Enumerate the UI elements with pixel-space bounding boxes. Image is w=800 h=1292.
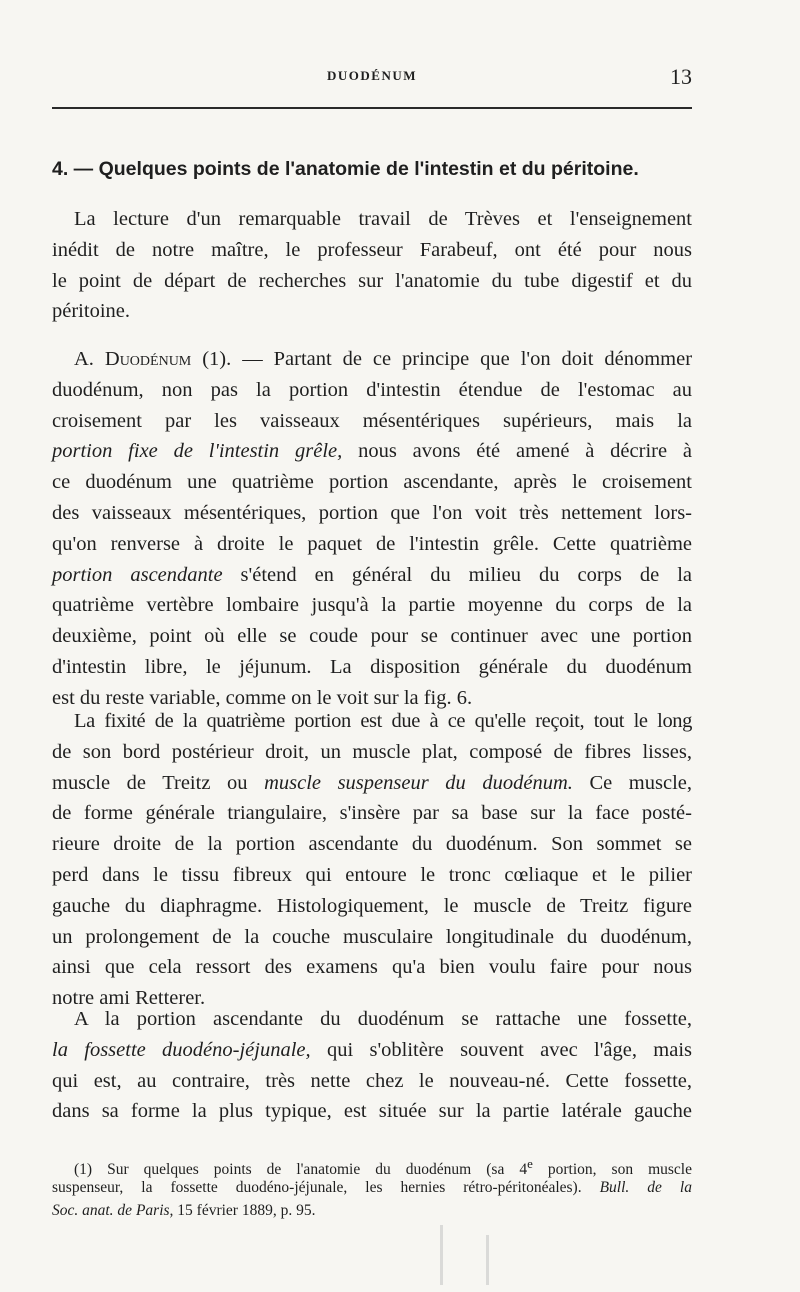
text-fragment: Ce muscle, <box>589 771 692 794</box>
text-line: qui est, au contraire, très nette chez le nouveau-né. Cette fossette, <box>52 1069 692 1092</box>
scan-mark <box>486 1235 489 1285</box>
term-duodenum: Duodénum <box>104 348 192 370</box>
text-fragment: s'étend en général du milieu du corps de la <box>240 563 692 586</box>
text-fragment: — Partant de ce principe que l'on doit dénommer <box>242 348 693 370</box>
intro-paragraph <box>52 204 692 327</box>
footnote-ref: (1). <box>202 348 232 370</box>
text-fragment: suspenseur, la fossette duodéno-jéjunale, les hernies rétro-péritonéales). <box>52 1178 582 1196</box>
text-line: ainsi que cela ressort des examens qu'a bien voulu faire pour nous <box>52 956 692 979</box>
text-line: quatrième vertèbre lombaire jusqu'à la partie moyenne du corps de la <box>52 594 692 617</box>
superscript: e <box>527 1156 533 1171</box>
section-heading: 4. — Quelques points de l'anatomie de l'intestin et du péritoine. <box>52 158 639 180</box>
text-line: péritoine. <box>52 300 130 323</box>
text-fragment: portion, son muscle <box>547 1161 692 1179</box>
text-line: un prolongement de la couche musculaire longitudinale du duodénum, <box>52 925 692 948</box>
journal-title: Soc. anat. de Paris, <box>52 1202 174 1219</box>
duodenum-paragraph <box>52 344 692 714</box>
italic-term: la fossette duodéno-jéjunale, <box>52 1038 311 1061</box>
text-line <box>52 436 692 467</box>
header-rule <box>52 107 692 109</box>
text-line: de son bord postérieur droit, un muscle plat, composé de fibres lisses, <box>52 740 692 763</box>
page-number: 13 <box>670 64 692 89</box>
text-fragment: qui s'oblitère souvent avec l'âge, mais <box>326 1038 692 1061</box>
italic-term: portion fixe de l'intestin grêle, <box>52 440 343 463</box>
scan-mark <box>440 1225 443 1285</box>
footnote <box>52 1152 692 1223</box>
journal-title: Bull. de la <box>599 1178 692 1196</box>
text-line <box>52 344 692 375</box>
text-line <box>52 768 692 799</box>
text-fragment: 15 février 1889, p. 95. <box>177 1202 316 1219</box>
footnote-line <box>52 1199 692 1223</box>
text-line: notre ami Retterer. <box>52 987 206 1010</box>
text-fragment: muscle de Treitz ou <box>52 771 248 794</box>
fossette-paragraph <box>52 1004 692 1127</box>
italic-term: muscle suspenseur du duodénum. <box>264 771 573 794</box>
text-line <box>52 1035 692 1066</box>
text-line: ce duodénum une quatrième portion ascendante, après le croisement <box>52 471 692 494</box>
text-line: perd dans le tissu fibreux qui entoure le tronc cœliaque et le pilier <box>52 863 692 886</box>
text-line: gauche du diaphragme. Histologiquement, le muscle de Treitz figure <box>52 894 692 917</box>
text-line <box>52 560 692 591</box>
italic-term: portion ascendante <box>52 563 223 586</box>
text-line: croisement par les vaisseaux mésentériques supérieurs, mais la <box>52 409 692 432</box>
text-line: deuxième, point où elle se coude pour se continuer avec une portion <box>52 625 692 648</box>
text-line: des vaisseaux mésentériques, portion que l'on voit très nettement lors- <box>52 501 692 524</box>
text-line: inédit de notre maître, le professeur Farabeuf, ont été pour nous <box>52 238 692 261</box>
section-letter: A. <box>74 348 94 370</box>
text-line: le point de départ de recherches sur l'anatomie du tube digestif et du <box>52 269 692 292</box>
text-line: rieure droite de la portion ascendante du duodénum. Son sommet se <box>52 833 692 856</box>
text-line: est du reste variable, comme on le voit sur la fig. 6. <box>52 686 473 709</box>
text-fragment: nous avons été amené à décrire à <box>358 440 692 463</box>
text-line: La fixité de la quatrième portion est due à ce qu'elle reçoit, tout le long <box>74 710 692 732</box>
footnote-line <box>52 1152 692 1179</box>
text-line: La lecture d'un remarquable travail de Trèves et l'enseignement <box>74 208 692 230</box>
running-title: DUODÉNUM <box>327 68 417 83</box>
text-line: qu'on renverse à droite le paquet de l'intestin grêle. Cette quatrième <box>52 532 692 555</box>
text-line: dans sa forme la plus typique, est située sur la partie latérale gauche <box>52 1100 692 1123</box>
text-line: A la portion ascendante du duodénum se rattache une fossette, <box>74 1008 692 1030</box>
text-line: de forme générale triangulaire, s'insère par sa base sur la face posté- <box>52 802 692 825</box>
text-fragment: (1) Sur quelques points de l'anatomie du duodénum (sa 4 <box>74 1161 528 1179</box>
text-line: d'intestin libre, le jéjunum. La disposition générale du duodénum <box>52 655 692 678</box>
treitz-paragraph <box>52 706 692 1014</box>
text-line: duodénum, non pas la portion d'intestin étendue de l'estomac au <box>52 378 692 401</box>
footnote-line <box>52 1176 692 1200</box>
running-header <box>52 64 692 88</box>
